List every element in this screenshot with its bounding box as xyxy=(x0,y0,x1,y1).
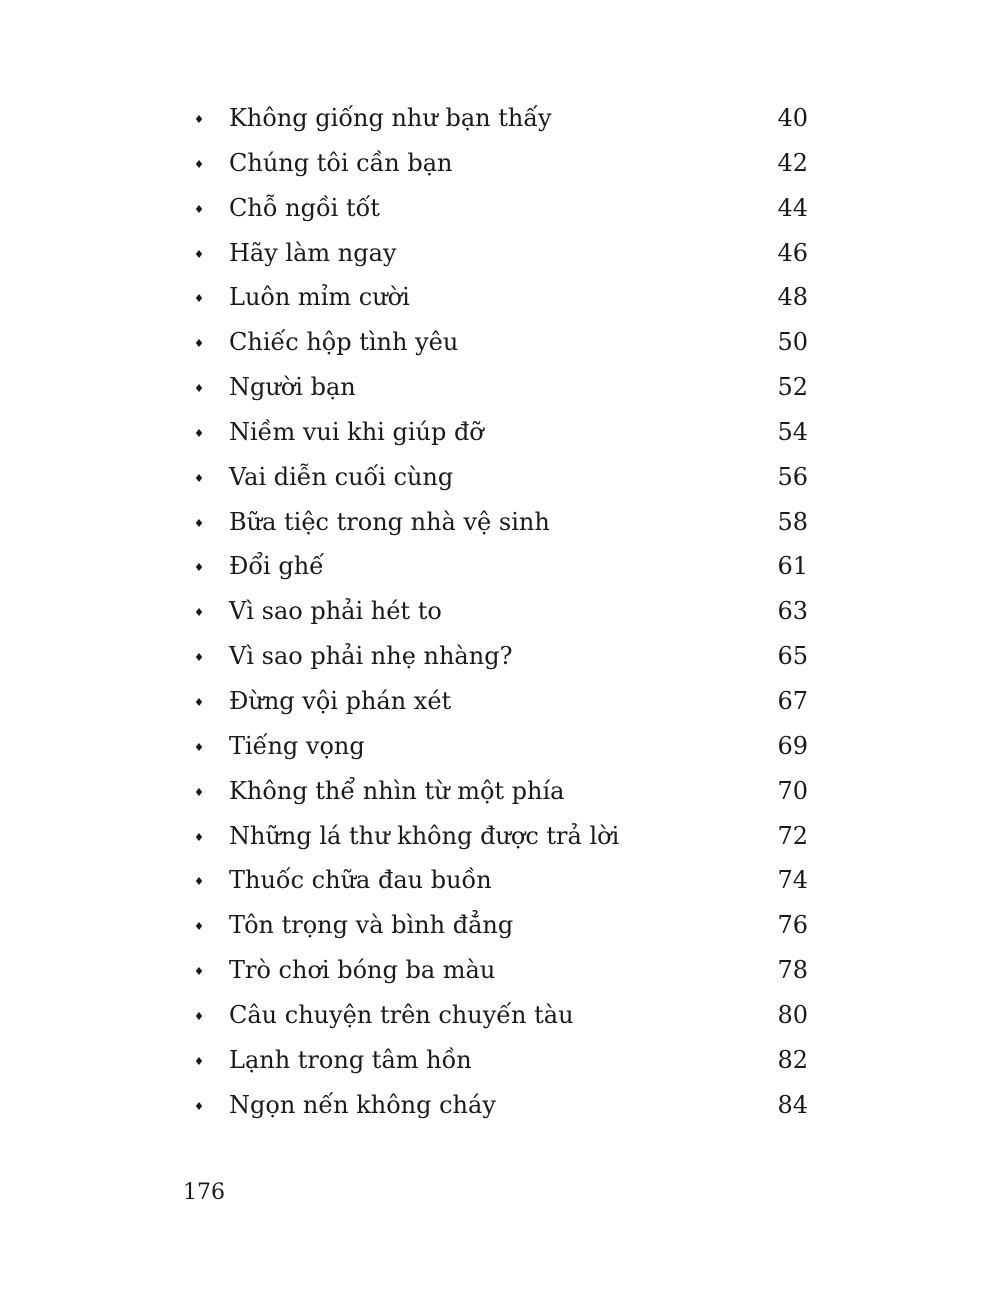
toc-entry-page: 52 xyxy=(777,373,808,402)
toc-entry-title: Trò chơi bóng ba màu xyxy=(229,956,496,985)
toc-entry[interactable] xyxy=(0,773,1000,818)
toc-entry[interactable] xyxy=(0,145,1000,190)
toc-entry-title: Luôn mỉm cười xyxy=(229,283,410,312)
diamond-bullet-icon xyxy=(195,429,203,437)
diamond-bullet-icon xyxy=(195,339,203,347)
toc-entry-title: Chiếc hộp tình yêu xyxy=(229,328,459,357)
diamond-bullet-icon xyxy=(195,294,203,302)
toc-entry[interactable] xyxy=(0,459,1000,504)
diamond-bullet-icon xyxy=(195,250,203,258)
toc-entry-page: 56 xyxy=(777,462,808,491)
toc-entry[interactable] xyxy=(0,504,1000,549)
diamond-bullet-icon xyxy=(195,1057,203,1065)
toc-entry-page: 58 xyxy=(777,507,808,536)
toc-entry[interactable] xyxy=(0,952,1000,997)
toc-entry-title: Không giống như bạn thấy xyxy=(229,104,552,132)
diamond-bullet-icon xyxy=(195,205,203,213)
toc-entry-page: 48 xyxy=(777,283,808,312)
toc-entry[interactable] xyxy=(0,728,1000,773)
diamond-bullet-icon xyxy=(195,563,203,571)
diamond-bullet-icon xyxy=(195,1102,203,1110)
diamond-bullet-icon xyxy=(195,833,203,841)
toc-entry-page: 76 xyxy=(777,911,808,940)
toc-entry-page: 69 xyxy=(777,731,808,760)
table-of-contents xyxy=(0,100,1000,1131)
toc-entry[interactable] xyxy=(0,369,1000,414)
toc-entry-page: 72 xyxy=(777,821,808,850)
toc-entry[interactable] xyxy=(0,593,1000,638)
toc-entry[interactable] xyxy=(0,818,1000,863)
toc-entry-page: 65 xyxy=(777,642,808,671)
toc-entry-page: 50 xyxy=(777,328,808,357)
toc-entry-title: Hãy làm ngay xyxy=(229,238,397,267)
diamond-bullet-icon xyxy=(195,115,203,123)
diamond-bullet-icon xyxy=(195,788,203,796)
diamond-bullet-icon xyxy=(195,743,203,751)
toc-entry-page: 40 xyxy=(777,104,808,132)
toc-entry-title: Vai diễn cuối cùng xyxy=(229,462,454,491)
diamond-bullet-icon xyxy=(195,608,203,616)
toc-entry[interactable] xyxy=(0,638,1000,683)
toc-entry-title: Bữa tiệc trong nhà vệ sinh xyxy=(229,507,550,536)
toc-entry-title: Ngọn nến không cháy xyxy=(229,1090,496,1119)
toc-entry-title: Không thể nhìn từ một phía xyxy=(229,776,565,805)
toc-entry-page: 67 xyxy=(777,686,808,715)
diamond-bullet-icon xyxy=(195,384,203,392)
toc-entry-page: 46 xyxy=(777,238,808,267)
toc-entry-page: 54 xyxy=(777,417,808,446)
toc-entry[interactable] xyxy=(0,997,1000,1042)
toc-entry[interactable] xyxy=(0,1042,1000,1087)
diamond-bullet-icon xyxy=(195,967,203,975)
toc-entry[interactable] xyxy=(0,862,1000,907)
toc-entry-page: 82 xyxy=(777,1045,808,1074)
diamond-bullet-icon xyxy=(195,519,203,527)
toc-entry-title: Đổi ghế xyxy=(229,552,324,581)
toc-entry-page: 61 xyxy=(777,552,808,581)
toc-entry-title: Người bạn xyxy=(229,373,356,402)
toc-entry-page: 63 xyxy=(777,597,808,626)
toc-entry-title: Tiếng vọng xyxy=(229,731,365,760)
toc-entry-title: Vì sao phải hét to xyxy=(229,597,442,626)
toc-entry-page: 74 xyxy=(777,866,808,895)
toc-entry-title: Chỗ ngồi tốt xyxy=(229,193,380,222)
toc-entry[interactable] xyxy=(0,100,1000,145)
toc-entry-title: Vì sao phải nhẹ nhàng? xyxy=(229,642,513,671)
toc-entry[interactable] xyxy=(0,324,1000,369)
diamond-bullet-icon xyxy=(195,653,203,661)
toc-entry-title: Đừng vội phán xét xyxy=(229,686,452,715)
diamond-bullet-icon xyxy=(195,877,203,885)
toc-entry-title: Lạnh trong tâm hồn xyxy=(229,1045,472,1074)
toc-entry-page: 80 xyxy=(777,1000,808,1029)
diamond-bullet-icon xyxy=(195,160,203,168)
toc-entry[interactable] xyxy=(0,235,1000,280)
toc-entry-page: 70 xyxy=(777,776,808,805)
toc-entry[interactable] xyxy=(0,1087,1000,1132)
toc-entry-title: Chúng tôi cần bạn xyxy=(229,148,453,177)
toc-entry[interactable] xyxy=(0,190,1000,235)
toc-entry-title: Tôn trọng và bình đẳng xyxy=(229,911,514,940)
toc-entry[interactable] xyxy=(0,279,1000,324)
toc-entry-title: Những lá thư không được trả lời xyxy=(229,821,620,850)
diamond-bullet-icon xyxy=(195,698,203,706)
toc-entry-page: 42 xyxy=(777,148,808,177)
toc-entry-title: Niềm vui khi giúp đỡ xyxy=(229,417,484,446)
toc-entry[interactable] xyxy=(0,907,1000,952)
diamond-bullet-icon xyxy=(195,1012,203,1020)
toc-entry[interactable] xyxy=(0,414,1000,459)
toc-entry[interactable] xyxy=(0,683,1000,728)
page-number: 176 xyxy=(183,1180,225,1205)
toc-entry-title: Câu chuyện trên chuyến tàu xyxy=(229,1000,574,1029)
toc-entry-page: 84 xyxy=(777,1090,808,1119)
toc-entry-page: 44 xyxy=(777,193,808,222)
toc-entry-title: Thuốc chữa đau buồn xyxy=(229,866,492,895)
toc-entry[interactable] xyxy=(0,548,1000,593)
diamond-bullet-icon xyxy=(195,922,203,930)
toc-entry-page: 78 xyxy=(777,956,808,985)
diamond-bullet-icon xyxy=(195,474,203,482)
